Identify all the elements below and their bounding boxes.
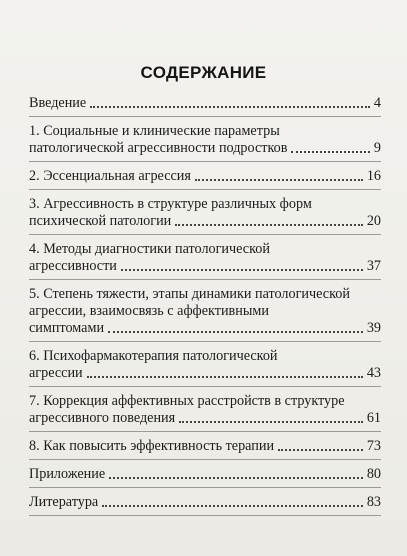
- toc-page-number: 20: [366, 213, 381, 229]
- toc-entry-text: 6. Психофармакотерапия патологической: [29, 348, 278, 364]
- toc-entry-last-line: [29, 365, 381, 382]
- dot-leader: [87, 376, 363, 378]
- toc-page-number: 43: [366, 365, 381, 381]
- toc-page-number: 16: [366, 168, 381, 184]
- toc-entry-text: 3. Агрессивность в структуре различных форм: [29, 196, 312, 212]
- toc-entry-text: агрессии: [29, 365, 83, 381]
- dot-leader: [179, 421, 363, 423]
- toc-entry-text: агрессивности: [29, 258, 117, 274]
- toc-entry-last-line: [29, 95, 381, 112]
- toc-entry: [29, 95, 381, 117]
- dot-leader: [291, 151, 369, 153]
- toc-entry-text: Литература: [29, 494, 99, 510]
- toc-entry-last-line: [29, 213, 381, 230]
- toc-page-number: 4: [373, 95, 381, 111]
- toc-entry-text: патологической агрессивности подростков: [29, 140, 288, 156]
- toc-page-number: 9: [373, 140, 381, 156]
- toc-page-number: 83: [366, 494, 381, 510]
- toc-entry-text: 7. Коррекция аффективных расстройств в структуре: [29, 393, 345, 409]
- toc-page-number: 61: [366, 410, 381, 426]
- table-of-contents: [29, 95, 381, 522]
- toc-entry-text: симптомами: [29, 320, 105, 336]
- toc-entry-text: 1. Социальные и клинические параметры: [29, 123, 280, 139]
- toc-entry: [29, 286, 381, 342]
- toc-entry-last-line: [29, 494, 381, 511]
- toc-page-number: 37: [366, 258, 381, 274]
- toc-page-number: 80: [366, 466, 381, 482]
- toc-entry-last-line: [29, 410, 381, 427]
- toc-entry-text: агрессии, взаимосвязь с аффективными: [29, 303, 269, 319]
- toc-entry-text: 2. Эссенциальная агрессия: [29, 168, 191, 184]
- toc-entry-text: 8. Как повысить эффективность терапии: [29, 438, 275, 454]
- toc-entry-text: Введение: [29, 95, 87, 111]
- dot-leader: [175, 224, 363, 226]
- toc-entry: [29, 438, 381, 460]
- toc-entry-text: психической патологии: [29, 213, 172, 229]
- toc-entry: [29, 466, 381, 488]
- toc-entry-last-line: [29, 466, 381, 483]
- toc-entry: [29, 393, 381, 432]
- page-title: СОДЕРЖАНИЕ: [140, 63, 267, 82]
- dot-leader: [109, 477, 363, 479]
- toc-page-number: 39: [366, 320, 381, 336]
- toc-entry-text: агрессивного поведения: [29, 410, 176, 426]
- dot-leader: [90, 106, 370, 108]
- toc-entry: [29, 123, 381, 162]
- dot-leader: [108, 331, 363, 333]
- toc-entry-last-line: [29, 320, 381, 337]
- dot-leader: [102, 505, 363, 507]
- toc-entry-text: 4. Методы диагностики патологической: [29, 241, 270, 257]
- dot-leader: [121, 269, 363, 271]
- toc-entry: [29, 241, 381, 280]
- toc-entry-last-line: [29, 258, 381, 275]
- toc-entry-last-line: [29, 168, 381, 185]
- toc-entry-text: 5. Степень тяжести, этапы динамики патологической: [29, 286, 350, 302]
- dot-leader: [195, 179, 363, 181]
- toc-entry-last-line: [29, 140, 381, 157]
- dot-leader: [278, 449, 363, 451]
- toc-entry: [29, 168, 381, 190]
- toc-page-number: 73: [366, 438, 381, 454]
- toc-entry: [29, 494, 381, 516]
- toc-entry: [29, 348, 381, 387]
- toc-entry-last-line: [29, 438, 381, 455]
- toc-entry-text: Приложение: [29, 466, 106, 482]
- toc-entry: [29, 196, 381, 235]
